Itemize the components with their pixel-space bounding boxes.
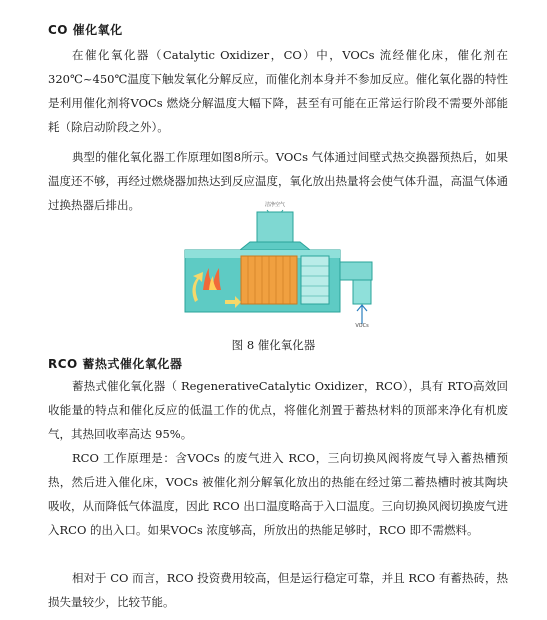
section-heading-rco: RCO 蓄热式催化氧化器 <box>48 357 183 371</box>
paragraph-rco-principle: RCO 工作原理是：含VOCs 的废气进入 RCO，三向切换风阀将废气导入蓄热槽预热，然后进入催化床，VOCs 被催化剂分解氧化放出的热能在经过第二蓄热槽时被其陶块吸收，从而降低气体温度，因此 RCO 出口温度略高于入口温度。三向切换风阀切换废气进入RCO 的出入口。如果VOCs 浓度够高，所放出的热能足够时，RCO 即不需燃料。 <box>48 451 508 537</box>
paragraph-rco-intro: 蓄热式催化氧化器（ RegenerativeCatalytic Oxidizer，RCO），具有 RTO高效回收能量的特点和催化反应的低温工作的优点，将催化剂置于蓄热材料的顶部来净化有机废气，其热回收率高达 95%。 <box>48 379 508 441</box>
section-heading-co: CO 催化氧化 <box>48 23 123 37</box>
duct-hood <box>240 242 310 250</box>
heat-exchanger <box>301 256 329 304</box>
paragraph-co-intro: 在催化氧化器（Catalytic Oxidizer，CO）中，VOCs 流经催化床，催化剂在 320℃~450℃温度下触发氧化分解反应，而催化剂本身并不参加反应。催化氧化器的特性是利用催化剂将VOCs 燃烧分解温度大幅下降，甚至有可能在正常运行阶段不需要外部能耗（除启动阶段之外）。 <box>48 48 508 134</box>
outlet-duct <box>257 212 293 242</box>
inlet-arrow-icon <box>357 305 367 324</box>
paragraph-co-principle: 典型的催化氧化器工作原理如图8所示。VOCs 气体通过间壁式热交换器预热后，如果温度还不够，再经过燃烧器加热达到反应温度，氧化放出热量将会使气体升温，高温气体通过换热器后排出。 <box>48 150 508 212</box>
figure-top-label: 洁净空气 <box>264 202 286 208</box>
inlet-duct <box>340 262 372 280</box>
catalytic-oxidizer-figure <box>175 198 385 328</box>
figure-bottom-label: VOCs <box>355 323 369 328</box>
paragraph-rco-comparison: 相对于 CO 而言，RCO 投资费用较高，但是运行稳定可靠，并且 RCO 有蓄热砖，热损失量较少，比较节能。 <box>48 571 508 609</box>
inlet-riser <box>353 280 371 304</box>
figure-caption: 图 8 催化氧化器 <box>231 338 316 352</box>
